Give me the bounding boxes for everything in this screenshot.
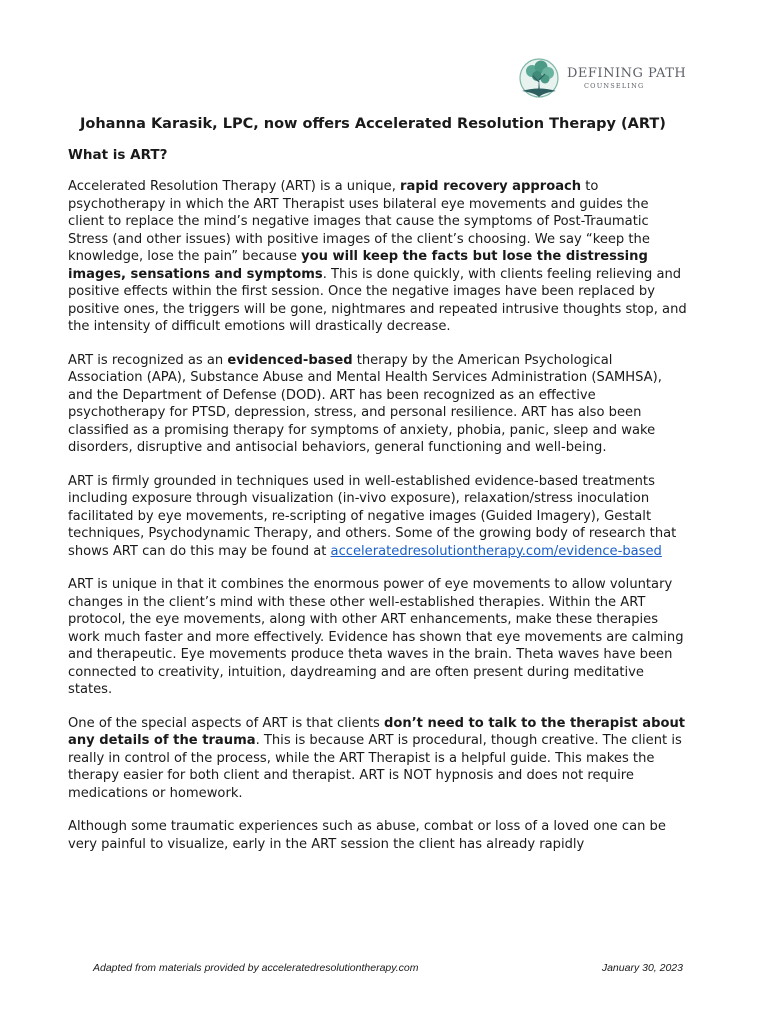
p1-text-a: Accelerated Resolution Therapy (ART) is a unique, xyxy=(68,179,401,194)
p2-bold: evidenced-based xyxy=(227,352,353,368)
document-body xyxy=(68,116,688,869)
logo-name: DEFINING PATH xyxy=(567,66,687,81)
section-heading: What is ART? xyxy=(68,147,168,163)
p2-text-a: ART is recognized as an xyxy=(68,352,228,368)
paragraph-5 xyxy=(68,715,688,803)
p1-bold-1: rapid recovery approach xyxy=(400,179,582,194)
paragraph-4: ART is unique in that it combines the enormous power of eye movements to allow voluntary changes in the client’s mind with these other well-established therapies. Within the ART protocol, the eye movements, along with other ART enhancements, make these therapies work much faster and more effectively. Evidence has shown that eye movements are calming and therapeutic. Eye movements produce theta waves in the brain. Theta waves have been connected to creativity, intuition, daydreaming and are often present during meditative states. xyxy=(68,577,684,697)
paragraph-6: Although some traumatic experiences such as abuse, combat or loss of a loved one can be very painful to visualize, early in the ART session the client has already rapidly xyxy=(68,819,666,852)
logo xyxy=(517,58,687,102)
p5-bold: don’t need to talk to the therapist about any details of the trauma xyxy=(68,715,686,748)
p5-text-c: . This is because ART is procedural, though creative. The client is really in control of the process, while the ART Therapist is a helpful guide. This makes the therapy easier for both client and therapist. ART is NOT hypnosis and does not require medications or homework. xyxy=(68,733,682,801)
p2-text-c: therapy by the American Psychological Association (APA), Substance Abuse and Mental Health Services Administration (SAMHSA), and the Department of Defense (DOD). ART has been recognized as an effective psychotherapy for PTSD, depression, stress, and personal resilience. ART has also been classified as a promising therapy for symptoms of anxiety, phobia, panic, sleep and wake disorders, disruptive and antisocial behaviors, general functioning and well-being. xyxy=(68,352,662,455)
logo-subtitle: COUNSELING xyxy=(584,82,645,90)
footer-date: January 30, 2023 xyxy=(601,962,683,974)
p1-text-d: . This is done quickly, with clients feeling relieving and positive effects within the first session. Once the negative images have been replaced by positive ones, the triggers will be gone, nightmares and repeated intrusive thoughts stop, and the intensity of difficult emotions will drastically decrease. xyxy=(68,266,687,334)
tree-logo-icon xyxy=(517,58,565,102)
evidence-based-link[interactable]: acceleratedresolutiontherapy.com/evidence-based xyxy=(330,543,662,559)
p5-text-a: One of the special aspects of ART is that clients xyxy=(68,715,385,731)
footer-attribution: Adapted from materials provided by acceleratedresolutiontherapy.com xyxy=(93,962,419,974)
paragraph-3 xyxy=(68,473,688,561)
paragraph-1 xyxy=(68,178,688,336)
p1-bold-2: you will keep the facts but lose the distressing images, sensations and symptoms xyxy=(68,249,648,282)
document-title: Johanna Karasik, LPC, now offers Accelerated Resolution Therapy (ART) xyxy=(80,116,666,132)
p1-text-c: to psychotherapy in which the ART Therapist uses bilateral eye movements and guides the client to replace the mind’s negative images that cause the symptoms of Post-Traumatic Stress (and other issues) with positive images of the client’s choosing. We say “keep the knowledge, lose the pain” because xyxy=(68,179,650,264)
footer xyxy=(93,962,683,974)
p3-text-a: ART is firmly grounded in techniques used in well-established evidence-based treatments including exposure through visualization (in-vivo exposure), relaxation/stress inoculation facilitated by eye movements, re-scripting of negative images (Guided Imagery), Gestalt techniques, Psychodynamic Therapy, and others. Some of the growing body of research that shows ART can do this may be found at xyxy=(68,473,677,559)
paragraph-2 xyxy=(68,352,688,457)
